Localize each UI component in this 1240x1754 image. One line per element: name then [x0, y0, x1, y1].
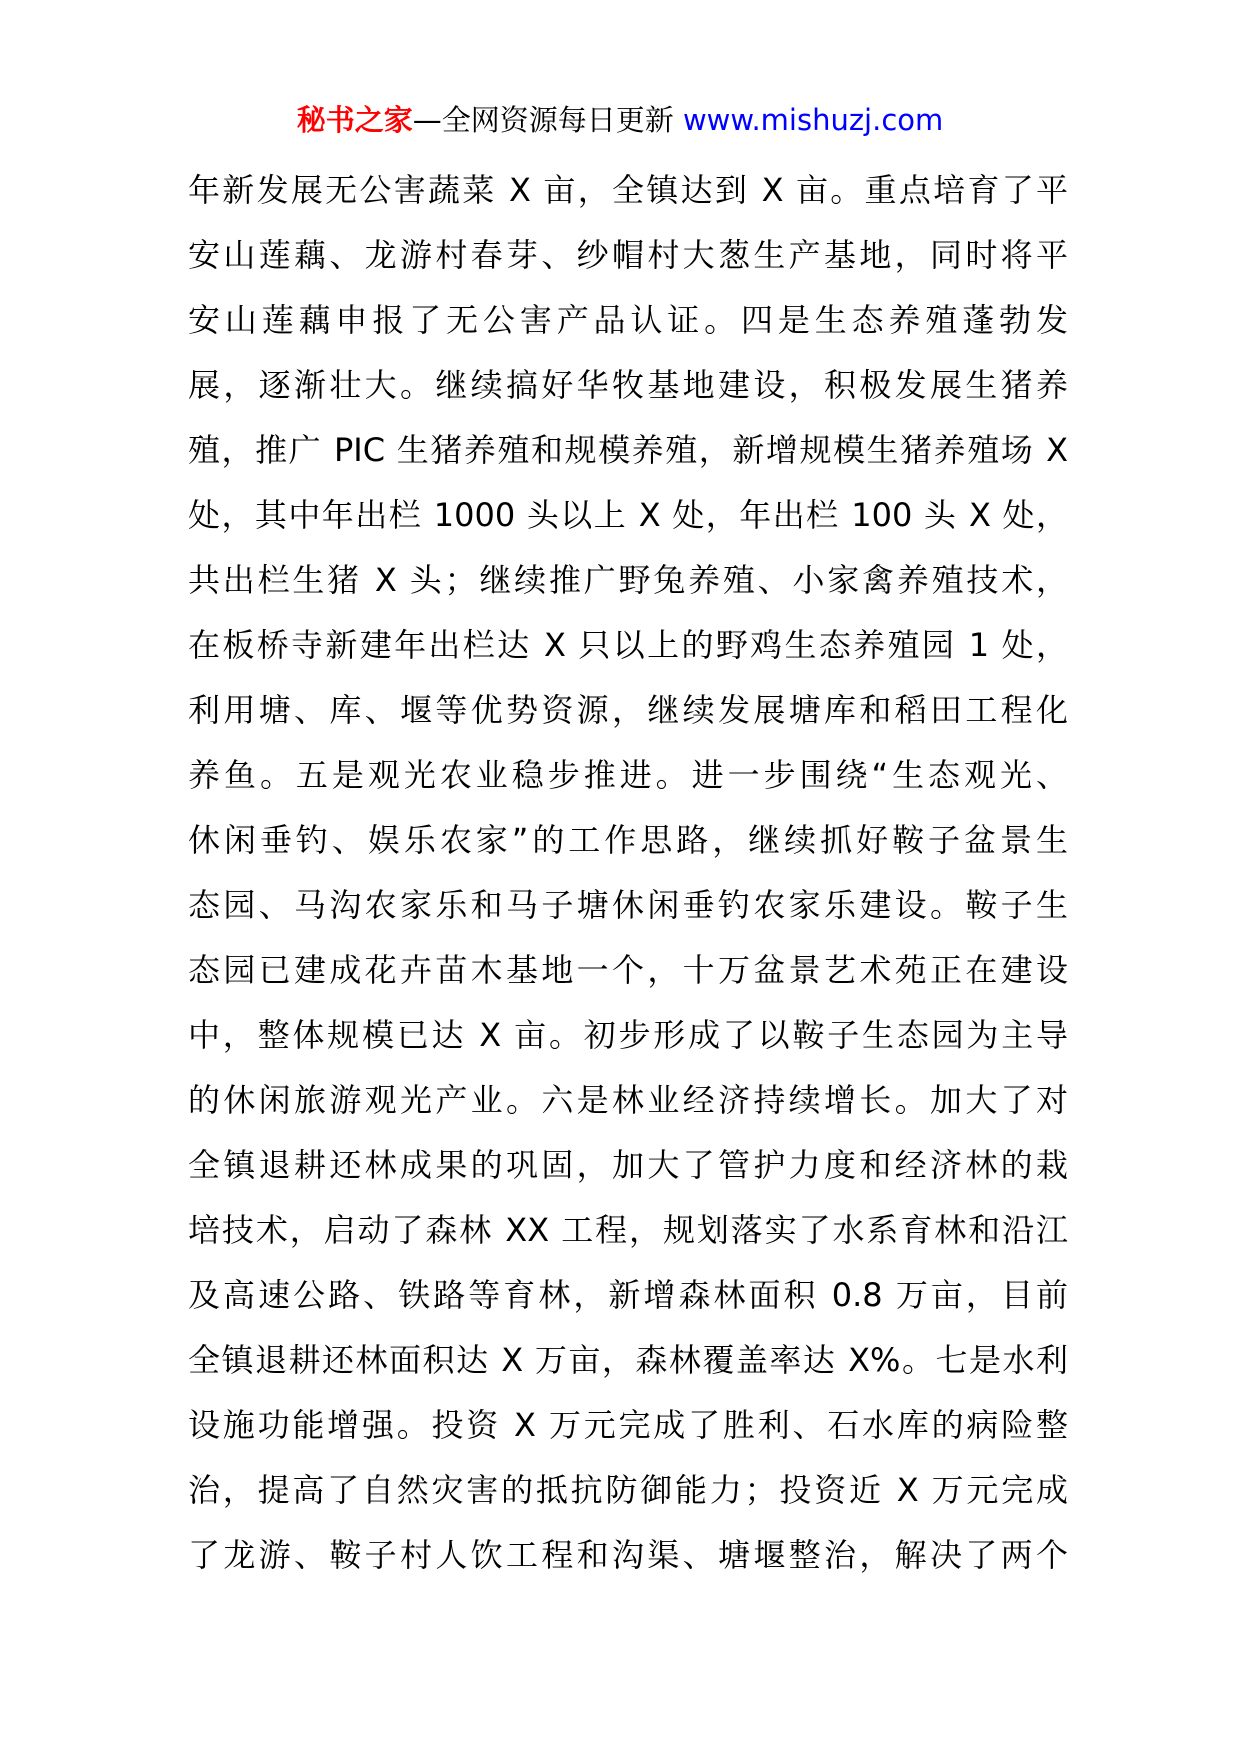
body-line: 共出栏生猪 X 头；继续推广野兔养殖、小家禽养殖技术，: [188, 561, 1068, 599]
body-line: 中，整体规模已达 X 亩。初步形成了以鞍子生态园为主导: [188, 1016, 1068, 1054]
body-line: 休闲垂钓、娱乐农家”的工作思路，继续抓好鞍子盆景生: [188, 821, 1068, 859]
site-brand: 秘书之家: [296, 103, 413, 137]
document-body: [188, 170, 1068, 1600]
body-line: 治，提高了自然灾害的抵抗防御能力；投资近 X 万元完成: [188, 1471, 1068, 1509]
body-line: 培技术，启动了森林 XX 工程，规划落实了水系育林和沿江: [188, 1211, 1068, 1249]
body-line: 设施功能增强。投资 X 万元完成了胜利、石水库的病险整: [188, 1406, 1068, 1444]
body-line: 殖，推广 PIC 生猪养殖和规模养殖，新增规模生猪养殖场 X: [188, 431, 1068, 469]
body-line: 态园已建成花卉苗木基地一个，十万盆景艺术苑正在建设: [188, 951, 1068, 989]
body-line: 养鱼。五是观光农业稳步推进。进一步围绕“生态观光、: [188, 756, 1068, 794]
body-line: 的休闲旅游观光产业。六是林业经济持续增长。加大了对: [188, 1081, 1068, 1119]
body-line: 展，逐渐壮大。继续搞好华牧基地建设，积极发展生猪养: [188, 366, 1068, 404]
body-line: 及高速公路、铁路等育林，新增森林面积 0.8 万亩，目前: [188, 1276, 1068, 1314]
body-line: 年新发展无公害蔬菜 X 亩，全镇达到 X 亩。重点培育了平: [188, 171, 1068, 209]
site-url-link[interactable]: www.mishuzj.com: [682, 103, 944, 137]
body-line: 安山莲藕、龙游村春芽、纱帽村大葱生产基地，同时将平: [188, 236, 1068, 274]
body-line: 利用塘、库、堰等优势资源，继续发展塘库和稻田工程化: [188, 691, 1068, 729]
body-line: 安山莲藕申报了无公害产品认证。四是生态养殖蓬勃发: [188, 301, 1068, 339]
site-tagline: —全网资源每日更新: [412, 103, 674, 137]
body-line: 全镇退耕还林成果的巩固，加大了管护力度和经济林的栽: [188, 1146, 1068, 1184]
body-line: 处，其中年出栏 1000 头以上 X 处，年出栏 100 头 X 处，: [188, 496, 1068, 534]
body-line: 态园、马沟农家乐和马子塘休闲垂钓农家乐建设。鞍子生: [188, 886, 1068, 924]
site-header: [0, 100, 1240, 140]
body-line: 了龙游、鞍子村人饮工程和沟渠、塘堰整治，解决了两个: [188, 1536, 1068, 1574]
body-line: 在板桥寺新建年出栏达 X 只以上的野鸡生态养殖园 1 处，: [188, 626, 1068, 664]
body-line: 全镇退耕还林面积达 X 万亩，森林覆盖率达 X%。七是水利: [188, 1341, 1068, 1379]
